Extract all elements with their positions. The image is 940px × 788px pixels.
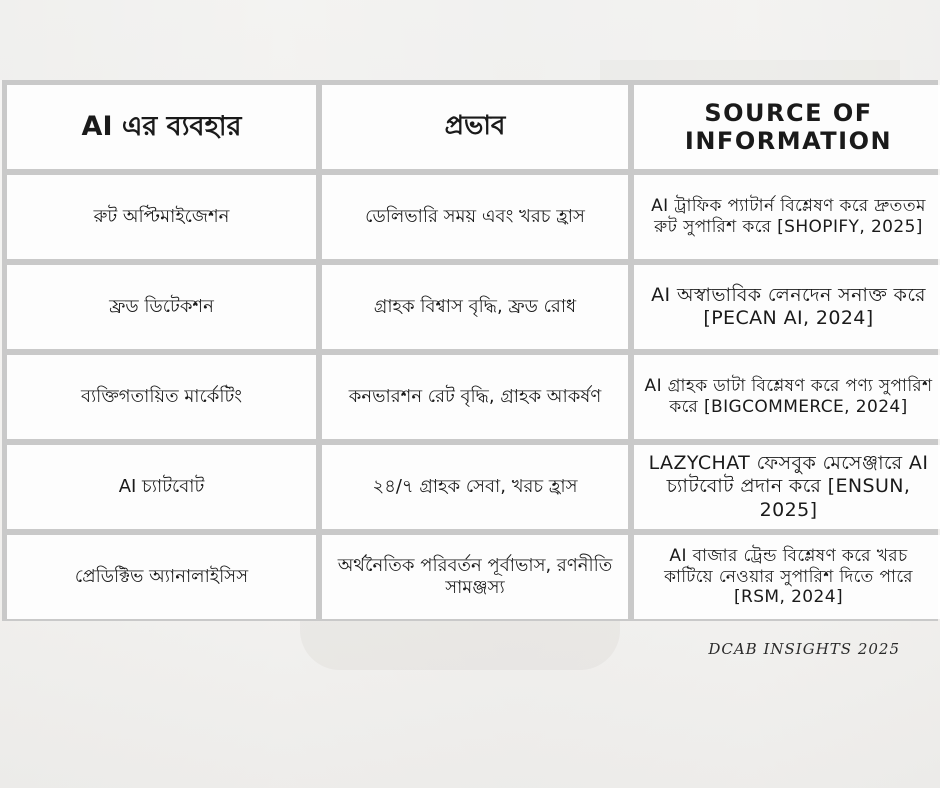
cell-source: AI গ্রাহক ডাটা বিশ্লেষণ করে পণ্য সুপারিশ করে [BIGCOMMERCE, 2024] (634, 355, 940, 439)
cell-impact: কনভারশন রেট বৃদ্ধি, গ্রাহক আকর্ষণ (322, 355, 628, 439)
cell-source: LAZYCHAT ফেসবুক মেসেঞ্জারে AI চ্যাটবোট প্রদান করে [ENSUN, 2025] (634, 445, 940, 529)
cell-ai-usage: প্রেডিক্টিভ অ্যানালাইসিস (7, 535, 316, 619)
ai-usage-table-container (2, 80, 938, 621)
cell-ai-usage: রুট অপ্টিমাইজেশন (7, 175, 316, 259)
header-source: SOURCE OF INFORMATION (634, 85, 940, 169)
table-header-row (7, 85, 940, 169)
cell-ai-usage: AI চ্যাটবোট (7, 445, 316, 529)
header-ai-usage: AI এর ব্যবহার (7, 85, 316, 169)
table-row (7, 355, 940, 439)
cell-impact: অর্থনৈতিক পরিবর্তন পূর্বাভাস, রণনীতি সামঞ্জস্য (322, 535, 628, 619)
cell-ai-usage: ব্যক্তিগতায়িত মার্কেটিং (7, 355, 316, 439)
credit-text: DCAB INSIGHTS 2025 (708, 640, 900, 658)
ai-usage-table (1, 79, 940, 625)
table-row (7, 265, 940, 349)
table-row (7, 445, 940, 529)
cell-source: AI ট্রাফিক প্যাটার্ন বিশ্লেষণ করে দ্রুততম রুট সুপারিশ করে [SHOPIFY, 2025] (634, 175, 940, 259)
cell-impact: গ্রাহক বিশ্বাস বৃদ্ধি, ফ্রড রোধ (322, 265, 628, 349)
cell-ai-usage: ফ্রড ডিটেকশন (7, 265, 316, 349)
cell-source: AI বাজার ট্রেন্ড বিশ্লেষণ করে খরচ কাটিয়ে নেওয়ার সুপারিশ দিতে পারে [RSM, 2024] (634, 535, 940, 619)
cell-source: AI অস্বাভাবিক লেনদেন সনাক্ত করে [PECAN AI, 2024] (634, 265, 940, 349)
table-row (7, 175, 940, 259)
header-impact: প্রভাব (322, 85, 628, 169)
table-row (7, 535, 940, 619)
cell-impact: ২৪/৭ গ্রাহক সেবা, খরচ হ্রাস (322, 445, 628, 529)
cell-impact: ডেলিভারি সময় এবং খরচ হ্রাস (322, 175, 628, 259)
